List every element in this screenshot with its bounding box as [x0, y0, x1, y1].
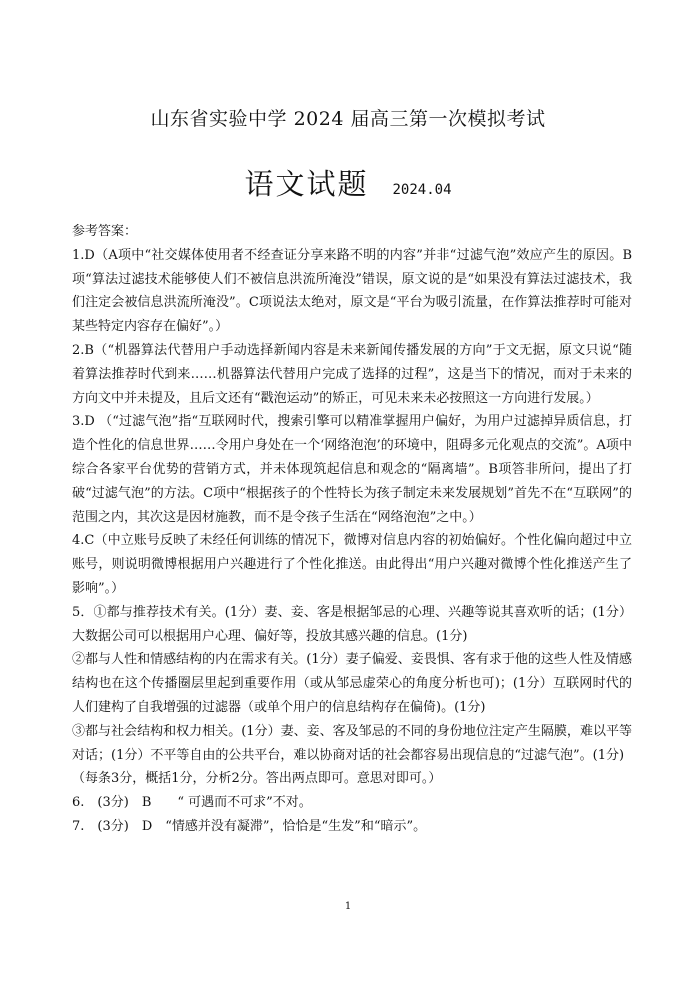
answer-q7: 7. (3分) D “情感并没有凝滞”，恰恰是“生发”和“暗示”。: [72, 818, 427, 834]
exam-date: 2024.04: [392, 182, 452, 198]
subject-title: 语文试题: [244, 167, 369, 201]
answer-q5-point-1: 5．①都与推荐技术有关。(1分）妻、妾、客是根据邹忌的心理、兴趣等说其喜欢听的话；(1分）大数据公司可以根据用户心理、偏好等，投放其感兴趣的信息。(1分): [72, 604, 632, 644]
answer-q5-point-3: ③都与社会结构和权力相关。(1分）妻、妾、客及邹忌的不同的身份地位注定产生隔膜，难以平等对话；(1分）不平等自由的公共平台，难以协商对话的社会都容易出现信息的“过滤气泡”。(1分): [72, 723, 632, 763]
answer-q5-scoring-note: （每条3分，概括1分，分析2分。答出两点即可。意思对即可。）: [72, 771, 442, 787]
answer-q2: 2.B（“机器算法代替用户手动选择新闻内容是未来新闻传播发展的方向”于文无据，原文只说“随着算法推荐时代到来……机器算法代替用户完成了选择的过程”，这是当下的情况，而对于未来的方向文中并未提及，且后文还有“戳泡运动”的矫正，可见未来未必按照这一方向进行发展。）: [72, 342, 632, 406]
answer-header: 参考答案：: [72, 224, 138, 239]
answer-q3: 3.D （“过滤气泡”指“互联网时代，搜索引擎可以精准掌握用户偏好，为用户过滤掉异质信息，打造个性化的信息世界……令用户身处在一个‘网络泡泡’的环境中，阻碍多元化观点的交流”。A项中综合各家平台优势的营销方式，并未体现筑起信息和观念的“隔离墙”。B项答非所问，提出了打破“过滤气泡”的方法。C项中“根据孩子的个性特长为孩子制定未来发展规划”首先不在“互联网”的范围之内，其次这是因材施教，而不是令孩子生活在“网络泡泡”之中。）: [72, 414, 632, 525]
exam-title: 山东省实验中学 2024 届高三第一次模拟考试: [150, 108, 546, 130]
answer-body: [72, 220, 632, 839]
answer-q6: 6. (3分) B “ 可遇而不可求”不对。: [72, 795, 312, 811]
answer-q5-point-2: ②都与人性和情感结构的内在需求有关。(1分）妻子偏爱、妾畏惧、客有求于他的这些人性及情感结构也在这个传播圈层里起到重要作用（或从邹忌虚荣心的角度分析也可)；(1分）互联网时代的人们建构了自我增强的过滤器（或单个用户的信息结构存在偏倚)。(1分): [72, 652, 632, 715]
answer-q4: 4.C（中立账号反映了未经任何训练的情况下，微博对信息内容的初始偏好。个性化偏向超过中立账号，则说明微博根据用户兴趣进行了个性化推送。由此得出“用户兴趣对微博个性化推送产生了影响”。）: [72, 533, 632, 596]
answer-q1: 1.D（A项中“社交媒体使用者不经查证分享来路不明的内容”并非“过滤气泡”效应产生的原因。B项“算法过滤技术能够使人们不被信息洪流所淹没”错误，原文说的是“如果没有算法过滤技术，我们注定会被信息洪流所淹没”。C项说法太绝对，原文是“平台为吸引流量，在作算法推荐时可能对某些特定内容存在偏好”。）: [72, 247, 632, 335]
subtitle-row: [0, 162, 696, 203]
page-number: 1: [344, 901, 352, 912]
